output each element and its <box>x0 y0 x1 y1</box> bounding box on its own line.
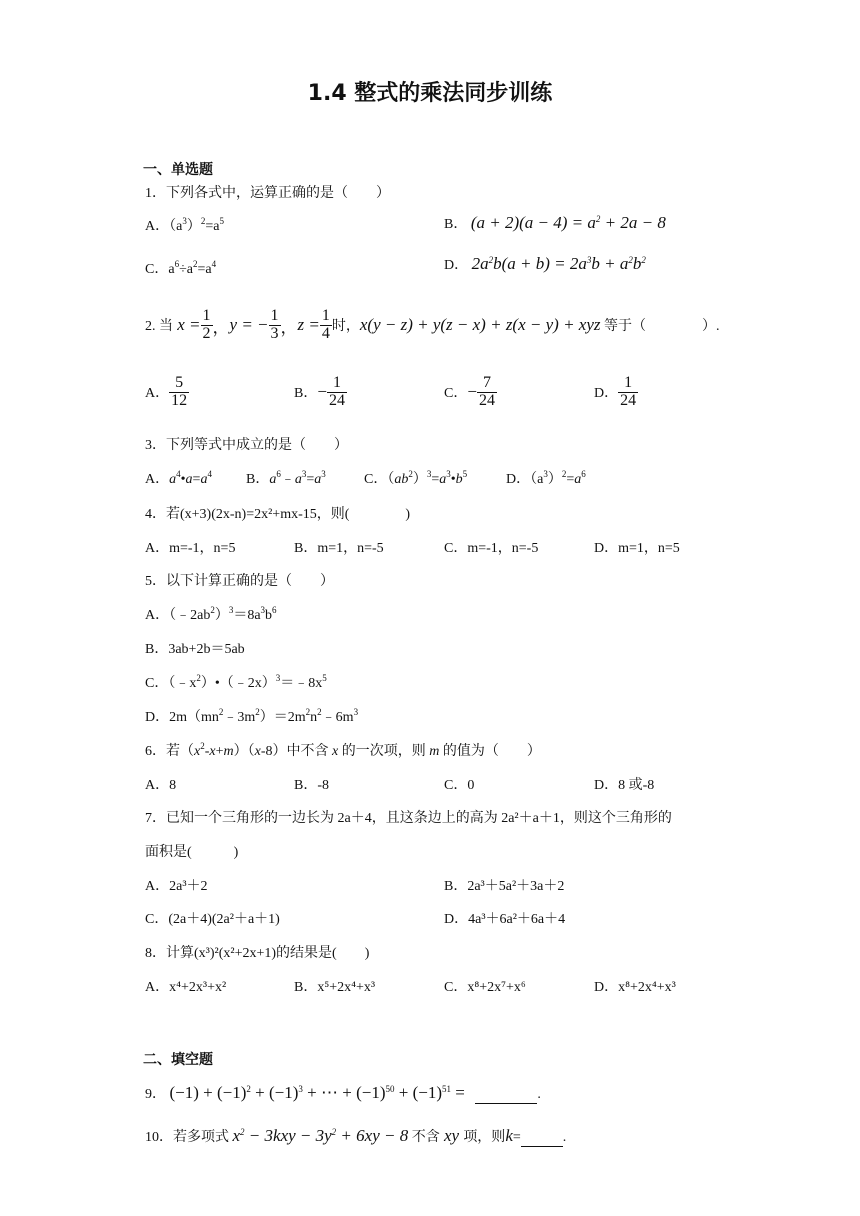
question-2-option-a: A． $\frac{5}{12}$ <box>145 373 188 409</box>
question-5-option-b: B．3ab+2b＝5ab <box>145 642 245 657</box>
question-4-option-b: B．m=1，n=-5 <box>294 541 384 556</box>
question-6-option-b: B．-8 <box>294 778 329 793</box>
question-1-option-a: A．$(a^3)^2=a^5$ <box>145 216 224 234</box>
question-4-option-a: A．m=-1，n=5 <box>145 541 236 556</box>
question-8-option-c: C．x⁸+2x⁷+x⁶ <box>444 980 526 995</box>
question-2-option-c: C． − $\frac{7}{24}$ <box>444 373 495 409</box>
question-3-option-a: A．$a^4•a=a^4$ <box>145 469 212 487</box>
question-8-option-d: D．x⁸+2x⁴+x³ <box>594 980 676 995</box>
question-7-stem-line-2: 面积是( ) <box>145 845 239 860</box>
question-6-stem: 6．若$(x^2-x+m)(x-8)$中不含 x 的一次项，则 m 的值为（ ） <box>145 741 541 759</box>
question-9: 9． $(-1) + (-1)^2 + (-1)^3$ + ⋯ + $(-1)^{50} + (-1)^{51}$ = . <box>145 1083 541 1102</box>
question-5-option-c: C．$(﹣x^2)•(﹣2x)^3=﹣8x^5$ <box>145 673 327 691</box>
section-heading-single-choice: 一、单选题 <box>143 163 213 178</box>
question-8-option-a: A．x⁴+2x³+x² <box>145 980 227 995</box>
question-9-answer-blank[interactable] <box>475 1087 537 1104</box>
question-10-answer-blank[interactable] <box>521 1130 563 1147</box>
question-3-option-b: B．$a^6﹣a^3=a^3$ <box>246 469 326 487</box>
question-1-stem: 1．下列各式中，运算正确的是（ ） <box>145 186 390 201</box>
question-5-option-d: D．$2m(mn^2﹣3m^2)=2m^2n^2﹣6m^3$ <box>145 707 359 725</box>
question-4-option-d: D．m=1，n=5 <box>594 541 680 556</box>
question-1-option-d: D． $2a^2b(a + b) = 2a^3b + a^2b^2$ <box>444 254 646 273</box>
question-7-option-a: A．2a³＋2 <box>145 879 208 894</box>
question-4-option-c: C．m=-1，n=-5 <box>444 541 539 556</box>
page-title: 1.4 整式的乘法同步训练 <box>307 81 553 106</box>
section-heading-fill-blank: 二、填空题 <box>143 1053 213 1068</box>
question-3-option-d: D．$(a^3)^2=a^6$ <box>506 469 586 487</box>
question-6-option-a: A．8 <box>145 778 177 793</box>
question-7-option-b: B．2a³＋5a²＋3a＋2 <box>444 879 565 894</box>
question-5-stem: 5．以下计算正确的是（ ） <box>145 574 334 589</box>
question-8-stem: 8．计算(x³)²(x²+2x+1)的结果是( ) <box>145 946 370 961</box>
question-6-option-d: D．8 或-8 <box>594 778 655 793</box>
question-7-stem-line-1: 7．已知一个三角形的一边长为 2a＋4，且这条边上的高为 2a²＋a＋1，则这个三角形的 <box>145 811 672 826</box>
question-3-stem: 3．下列等式中成立的是（ ） <box>145 438 348 453</box>
question-3-option-c: C．$(ab^2)^3=a^3•b^5$ <box>364 469 468 487</box>
question-8-option-b: B．x⁵+2x⁴+x³ <box>294 980 376 995</box>
question-6-option-c: C．0 <box>444 778 475 793</box>
question-1-option-b: B． $(a + 2)(a - 4) = a^2 + 2a - 8$ <box>444 213 666 232</box>
question-2-option-d: D． $\frac{1}{24}$ <box>594 373 637 409</box>
question-7-option-d: D．4a³＋6a²＋6a＋4 <box>444 912 566 927</box>
question-2-option-b: B． − $\frac{1}{24}$ <box>294 373 345 409</box>
question-5-option-a: A．$(﹣2ab^2)^3=8a^3b^6$ <box>145 605 277 623</box>
question-10: 10．若多项式 $x^2 - 3kxy - 3y^2 + 6xy - 8$ 不含 xy 项，则k= . <box>145 1126 567 1145</box>
question-7-option-c: C．(2a＋4)(2a²＋a＋1) <box>145 912 280 927</box>
question-2-stem: 2. 当 x = $\frac{1}{2}$ ， y = − $\frac{1}{3}$ ， z = $\frac{1}{4}$ 时， x(y − z) + y(z − x) + z(x − y) + xyz 等于（ ）. <box>145 306 720 342</box>
question-1-option-c: C．$a^6\div a^2=a^4$ <box>145 259 217 277</box>
question-4-stem: 4．若(x+3)(2x-n)=2x²+mx-15，则( ) <box>145 507 411 522</box>
